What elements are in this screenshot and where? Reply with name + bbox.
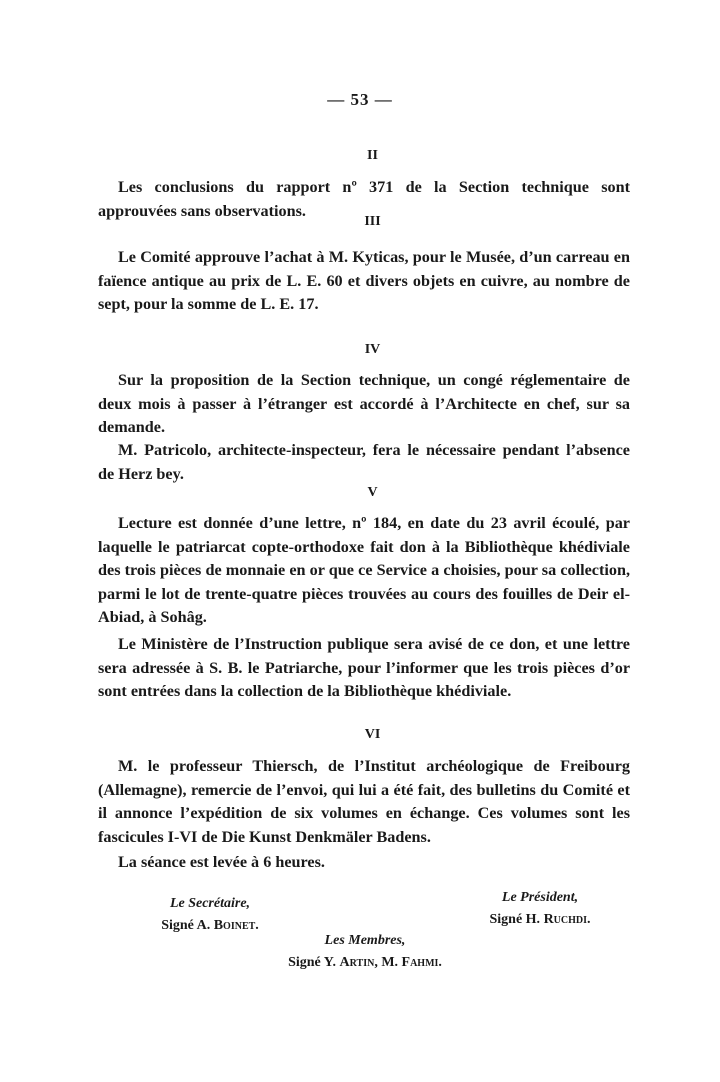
section-heading-ii: II <box>367 148 378 163</box>
president-role: Le Président, <box>501 890 579 905</box>
secretary-role: Le Secrétaire, <box>169 896 251 911</box>
section-heading-vi: VI <box>364 727 381 742</box>
page-number: — 53 — <box>327 90 393 109</box>
members-role: Les Membres, <box>324 933 406 948</box>
signature-president <box>450 887 630 931</box>
paragraph-vi-1: M. le professeur Thiersch, de l’Institut archéologique de Freibourg (Allemagne), remercie de l’envoi, qui lui a été fait, des bulletins du Comité et il annonce l’expédition de six volumes en échange. Ces volumes sont les fascicules I-VI de Die Kunst Denkmäler Badens. <box>98 757 630 846</box>
section-heading-iii: III <box>364 214 381 229</box>
paragraph-iv-2: M. Patricolo, architecte-inspecteur, fera le nécessaire pendant l’absence de Herz bey. <box>98 441 630 483</box>
secretary-name-line: Signé A. Boinet. <box>161 918 259 933</box>
section-heading-iv: IV <box>364 342 381 357</box>
paragraph-v-1: Lecture est donnée d’une lettre, nº 184, en date du 23 avril écoulé, par laquelle le patriarcat copte-orthodoxe fait don à la Bibliothèque khédiviale des trois pièces de monnaie en or que ce Service a choisies, pour sa collection, parmi le lot de trente-quatre pièces trouvées au cours des fouilles de Deir el-Abiad, à Sohâg. <box>98 514 630 626</box>
president-name-line: Signé H. Ruchdi. <box>489 912 591 927</box>
section-heading-v: V <box>367 485 378 500</box>
paragraph-v-2: Le Ministère de l’Instruction publique sera avisé de ce don, et une lettre sera adressée à S. B. le Patriarche, pour l’informer que les trois pièces d’or sont entrées dans la collection de la Bibliothèque khédiviale. <box>98 635 630 700</box>
signature-members <box>250 930 480 974</box>
members-name-line: Signé Y. Artin, M. Fahmi. <box>288 955 442 970</box>
paragraph-vi-2: La séance est levée à 6 heures. <box>118 853 325 871</box>
paragraph-iv-1: Sur la proposition de la Section technique, un congé réglementaire de deux mois à passer à l’étranger est accordé à l’Architecte en chef, sur sa demande. <box>98 371 630 436</box>
paragraph-ii-1: Les conclusions du rapport nº 371 de la Section technique sont approuvées sans observations. <box>98 178 630 220</box>
paragraph-iii-1: Le Comité approuve l’achat à M. Kyticas, pour le Musée, d’un carreau en faïence antique au prix de L. E. 60 et divers objets en cuivre, au nombre de sept, pour la somme de L. E. 17. <box>98 248 630 313</box>
